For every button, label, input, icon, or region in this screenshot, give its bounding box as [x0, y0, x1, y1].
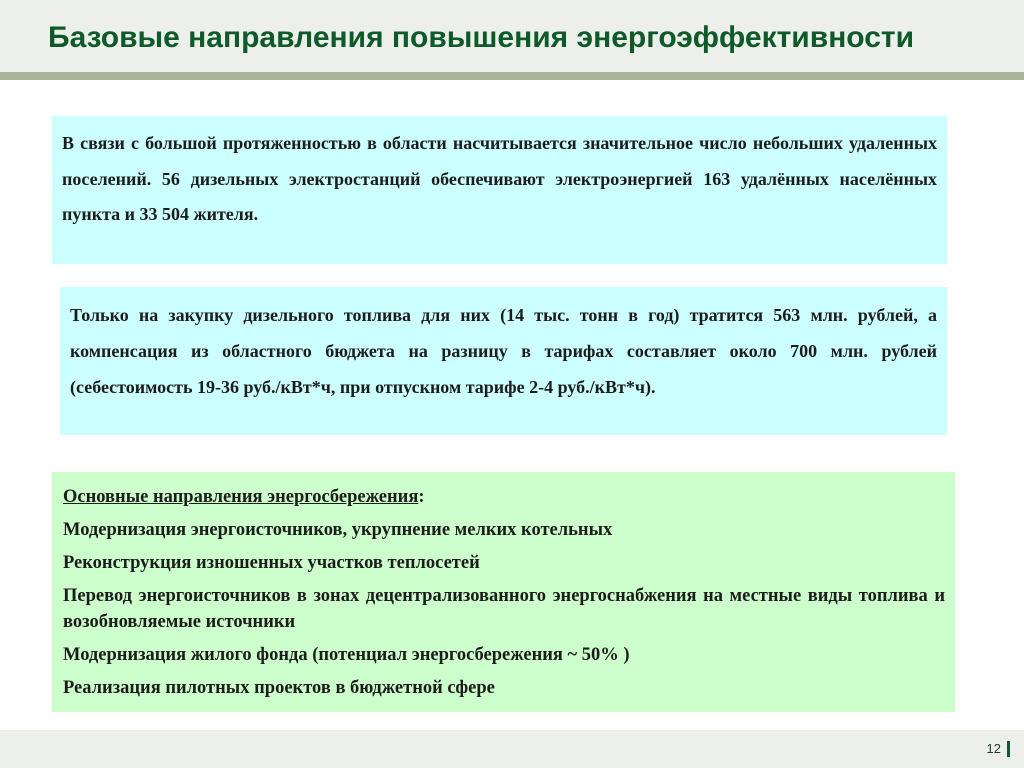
info-box-diesel-costs: [60, 287, 947, 435]
info-box-diesel-costs-text: Только на закупку дизельного топлива для них (14 тыс. тонн в год) тратится 563 млн. рублей, а компенсация из областного бюджета на разницу в тарифах составляет около 700 млн. рублей (себестоимость 19-36 руб./кВт*ч, при отпускном тарифе 2-4 руб./кВт*ч).: [70, 305, 937, 397]
header-divider: [0, 72, 1024, 80]
energy-saving-directions-box: [52, 472, 955, 712]
page-number: 12: [987, 741, 1010, 757]
direction-item: Модернизация жилого фонда (потенциал энергосбережения ~ 50% ): [63, 645, 630, 665]
directions-heading-text: Основные направления энергосбережения: [63, 487, 419, 507]
direction-item: Реализация пилотных проектов в бюджетной сфере: [63, 678, 495, 698]
info-box-settlements-text: В связи с большой протяженностью в области насчитывается значительное число небольших удаленных поселений. 56 дизельных электростанций обеспечивают электроэнергией 163 удалённых населённых пункта и 33 504 жителя.: [62, 133, 937, 224]
footer-band: [0, 730, 1024, 768]
direction-item: Перевод энергоисточников в зонах децентрализованного энергоснабжения на местные виды топлива и возобновляемые источники: [63, 586, 945, 632]
slide-title: Базовые направления повышения энергоэффективности: [48, 21, 915, 54]
direction-item: Реконструкция изношенных участков теплосетей: [63, 553, 480, 573]
info-box-settlements: [52, 116, 947, 264]
directions-heading: [63, 484, 945, 510]
directions-heading-colon: :: [418, 487, 425, 507]
direction-item: Модернизация энергоисточников, укрупнение мелких котельных: [63, 520, 613, 540]
